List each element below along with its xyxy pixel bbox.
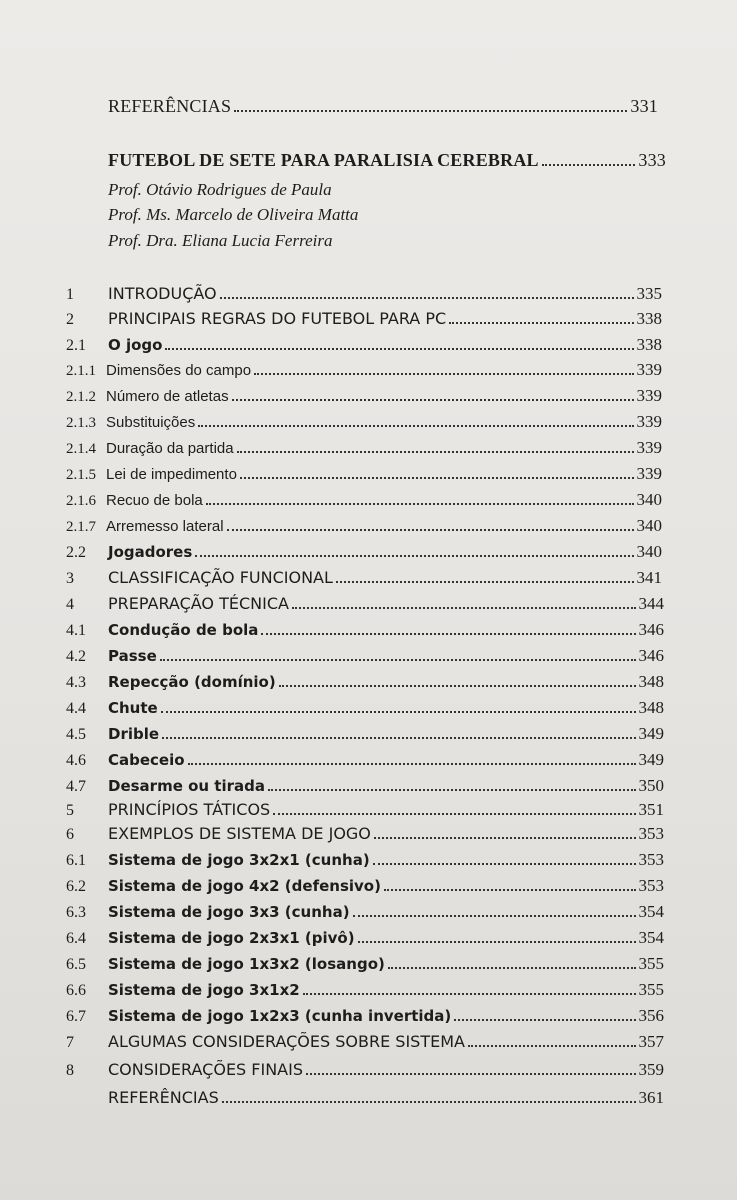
dot-leader — [306, 1072, 636, 1075]
toc-entry — [66, 928, 664, 948]
dot-leader — [220, 296, 634, 299]
dot-leader — [160, 658, 636, 661]
dot-leader — [292, 606, 636, 609]
toc-entry-label: Sistema de jogo 1x3x2 (losango) — [108, 955, 385, 973]
toc-entry-page: 353 — [638, 850, 664, 869]
toc-entry-label: Chute — [108, 699, 158, 717]
toc-entry — [66, 490, 662, 510]
toc-entry — [66, 1032, 664, 1052]
toc-entry-label: Recuo de bola — [106, 492, 203, 509]
toc-entry — [66, 309, 662, 329]
toc-entry-label: PREPARAÇÃO TÉCNICA — [108, 594, 289, 613]
toc-entry — [66, 412, 662, 432]
dot-leader — [468, 1044, 636, 1047]
toc-entry-page: 354 — [638, 928, 664, 947]
toc-entry-number: 2.1.2 — [66, 389, 96, 405]
toc-entry-number: 6.5 — [66, 956, 86, 973]
toc-entry-number: 2.2 — [66, 544, 86, 561]
toc-entry — [66, 750, 664, 770]
toc-entry — [66, 980, 664, 1000]
toc-entry-page: 341 — [636, 568, 662, 587]
toc-entry-label: PRINCÍPIOS TÁTICOS — [108, 800, 271, 819]
toc-entry — [66, 1060, 664, 1080]
dot-leader — [388, 966, 636, 969]
toc-entry-label: Substituições — [106, 414, 196, 431]
toc-entry-page: 344 — [638, 594, 664, 613]
toc-entry-number: 7 — [66, 1034, 74, 1051]
toc-entry-page: 335 — [636, 284, 662, 303]
toc-entry — [66, 776, 664, 796]
toc-entry-page: 351 — [638, 800, 664, 819]
author-2: Prof. Ms. Marcelo de Oliveira Matta — [108, 205, 359, 224]
toc-entry-label: CONSIDERAÇÕES FINAIS — [108, 1060, 303, 1079]
toc-entry-number: 4.2 — [66, 648, 86, 665]
toc-entry — [66, 698, 664, 718]
dot-leader — [237, 450, 634, 453]
toc-entry-number: 1 — [66, 286, 74, 303]
dot-leader — [542, 163, 636, 166]
toc-entry-number: 4.5 — [66, 726, 86, 743]
toc-entry-page: 340 — [636, 516, 662, 535]
toc-entry — [66, 902, 664, 922]
toc-entry-page: 346 — [638, 646, 664, 665]
toc-entry-number: 2.1.7 — [66, 519, 96, 535]
dot-leader — [195, 554, 633, 557]
toc-entry-label: Sistema de jogo 2x3x1 (pivô) — [108, 929, 355, 947]
toc-entry — [66, 284, 662, 304]
chapter-page: 333 — [638, 150, 666, 170]
toc-entry-label: Dimensões do campo — [106, 362, 252, 379]
toc-entry-page: 340 — [636, 490, 662, 509]
toc-entry-label: Passe — [108, 647, 157, 665]
author-3: Prof. Dra. Eliana Lucia Ferreira — [108, 231, 333, 250]
toc-entry-label: Duração da partida — [106, 440, 234, 457]
toc-entry — [66, 954, 664, 974]
toc-entry-page: 339 — [636, 386, 662, 405]
dot-leader — [222, 1100, 636, 1103]
dot-leader — [162, 736, 635, 739]
toc-entry-page: 354 — [638, 902, 664, 921]
toc-entry-page: 348 — [638, 698, 664, 717]
toc-entry — [66, 620, 664, 640]
dot-leader — [261, 632, 635, 635]
toc-entry-label: Cabeceio — [108, 751, 185, 769]
toc-entry-number: 2.1.1 — [66, 363, 96, 379]
toc-entry-number: 4.4 — [66, 700, 86, 717]
toc-entry-label: Sistema de jogo 4x2 (defensivo) — [108, 877, 381, 895]
toc-entry-page: 355 — [638, 954, 664, 973]
toc-entry-number: 6.7 — [66, 1008, 86, 1025]
toc-entry-number: 6.2 — [66, 878, 86, 895]
toc-entry-label: O jogo — [108, 336, 163, 354]
toc-entry-number: 8 — [66, 1062, 74, 1079]
toc-entry-label: Lei de impedimento — [106, 466, 237, 483]
dot-leader — [206, 502, 634, 505]
dot-leader — [454, 1018, 635, 1021]
toc-entry — [66, 1088, 664, 1108]
toc-entry-references-previous — [108, 96, 658, 117]
toc-entry-number: 4.7 — [66, 778, 86, 795]
toc-entry-page: 356 — [638, 1006, 664, 1025]
toc-entry-number: 6 — [66, 826, 74, 843]
toc-entry-label: Jogadores — [108, 543, 193, 561]
toc-entry-page: 355 — [638, 980, 664, 999]
toc-entry-page: 338 — [636, 335, 662, 354]
dot-leader — [240, 476, 634, 479]
dot-leader — [353, 914, 636, 917]
toc-entry — [66, 386, 662, 406]
toc-entry-number: 4.6 — [66, 752, 86, 769]
dot-leader — [384, 888, 636, 891]
toc-entry-number: 6.4 — [66, 930, 86, 947]
dot-leader — [273, 812, 635, 815]
toc-entry-label: REFERÊNCIAS — [108, 1088, 219, 1107]
toc-entry-label: Sistema de jogo 3x1x2 — [108, 981, 300, 999]
toc-entry — [66, 850, 664, 870]
toc-entry — [66, 800, 664, 820]
dot-leader — [374, 836, 636, 839]
author-1: Prof. Otávio Rodrigues de Paula — [108, 180, 332, 199]
toc-entry-page: 353 — [638, 876, 664, 895]
toc-entry-label: EXEMPLOS DE SISTEMA DE JOGO — [108, 824, 371, 843]
toc-entry-number: 2.1.5 — [66, 467, 96, 483]
toc-entry-page: 340 — [636, 542, 662, 561]
toc-entry-label: ALGUMAS CONSIDERAÇÕES SOBRE SISTEMA — [108, 1032, 465, 1051]
toc-entry-page: 338 — [636, 309, 662, 328]
toc-entry-number: 2.1.6 — [66, 493, 96, 509]
dot-leader — [161, 710, 636, 713]
dot-leader — [188, 762, 636, 765]
dot-leader — [336, 580, 634, 583]
toc-entry-number: 4.1 — [66, 622, 86, 639]
toc-entry-page: 359 — [638, 1060, 664, 1079]
toc-entry-number: 2.1.3 — [66, 415, 96, 431]
dot-leader — [232, 398, 634, 401]
toc-entry — [66, 876, 664, 896]
dot-leader — [198, 424, 633, 427]
toc-entry-label: REFERÊNCIAS — [108, 96, 232, 116]
toc-entry-number: 3 — [66, 570, 74, 587]
dot-leader — [279, 684, 636, 687]
toc-entry-page: 357 — [638, 1032, 664, 1051]
toc-entry-page: 353 — [638, 824, 664, 843]
toc-entry-number: 2.1 — [66, 337, 86, 354]
dot-leader — [165, 347, 633, 350]
toc-entry-page: 331 — [630, 96, 658, 116]
toc-entry-number: 4 — [66, 596, 74, 613]
toc-entry — [66, 824, 664, 844]
toc-entry — [66, 360, 662, 380]
toc-entry-page: 339 — [636, 438, 662, 457]
toc-entry-number: 6.6 — [66, 982, 86, 999]
toc-entry-number: 6.1 — [66, 852, 86, 869]
dot-leader — [254, 372, 633, 375]
toc-entry-label: INTRODUÇÃO — [108, 284, 217, 303]
toc-entry — [66, 1006, 664, 1026]
toc-entry-page: 339 — [636, 360, 662, 379]
toc-entry-label: CLASSIFICAÇÃO FUNCIONAL — [108, 568, 333, 587]
toc-entry-label: Sistema de jogo 1x2x3 (cunha invertida) — [108, 1007, 452, 1025]
dot-leader — [268, 788, 636, 791]
toc-entry-label: PRINCIPAIS REGRAS DO FUTEBOL PARA PC — [108, 309, 447, 328]
toc-entry-page: 349 — [638, 724, 664, 743]
chapter-title: FUTEBOL DE SETE PARA PARALISIA CEREBRAL — [108, 150, 539, 170]
toc-entry-label: Sistema de jogo 3x2x1 (cunha) — [108, 851, 370, 869]
dot-leader — [373, 862, 636, 865]
toc-entry-number: 4.3 — [66, 674, 86, 691]
dot-leader — [234, 109, 627, 112]
toc-entry-page: 350 — [638, 776, 664, 795]
toc-entry-number: 6.3 — [66, 904, 86, 921]
toc-entry-label: Desarme ou tirada — [108, 777, 265, 795]
toc-entry-number: 2.1.4 — [66, 441, 96, 457]
toc-entry-page: 339 — [636, 412, 662, 431]
toc-entry — [66, 464, 662, 484]
toc-entry-page: 349 — [638, 750, 664, 769]
chapter-title-entry — [108, 150, 666, 171]
toc-entry — [66, 594, 664, 614]
toc-entry — [66, 516, 662, 536]
toc-entry-label: Número de atletas — [106, 388, 229, 405]
dot-leader — [449, 321, 633, 324]
toc-entry-number: 2 — [66, 311, 74, 328]
toc-entry-label: Sistema de jogo 3x3 (cunha) — [108, 903, 350, 921]
toc-entry — [66, 438, 662, 458]
toc-entry-label: Condução de bola — [108, 621, 259, 639]
dot-leader — [303, 992, 636, 995]
toc-entry-page: 346 — [638, 620, 664, 639]
toc-entry-number: 5 — [66, 802, 74, 819]
toc-entry-label: Drible — [108, 725, 160, 743]
toc-entry — [66, 568, 662, 588]
toc-entry — [66, 335, 662, 355]
toc-entry — [66, 542, 662, 562]
toc-entry — [66, 672, 664, 692]
toc-entry-page: 348 — [638, 672, 664, 691]
dot-leader — [358, 940, 636, 943]
toc-entry-label: Arremesso lateral — [106, 518, 224, 535]
toc-entry-page: 361 — [638, 1088, 664, 1107]
dot-leader — [227, 528, 634, 531]
toc-entry — [66, 646, 664, 666]
toc-entry — [66, 724, 664, 744]
toc-entry-label: Repecção (domínio) — [108, 673, 276, 691]
toc-entry-page: 339 — [636, 464, 662, 483]
